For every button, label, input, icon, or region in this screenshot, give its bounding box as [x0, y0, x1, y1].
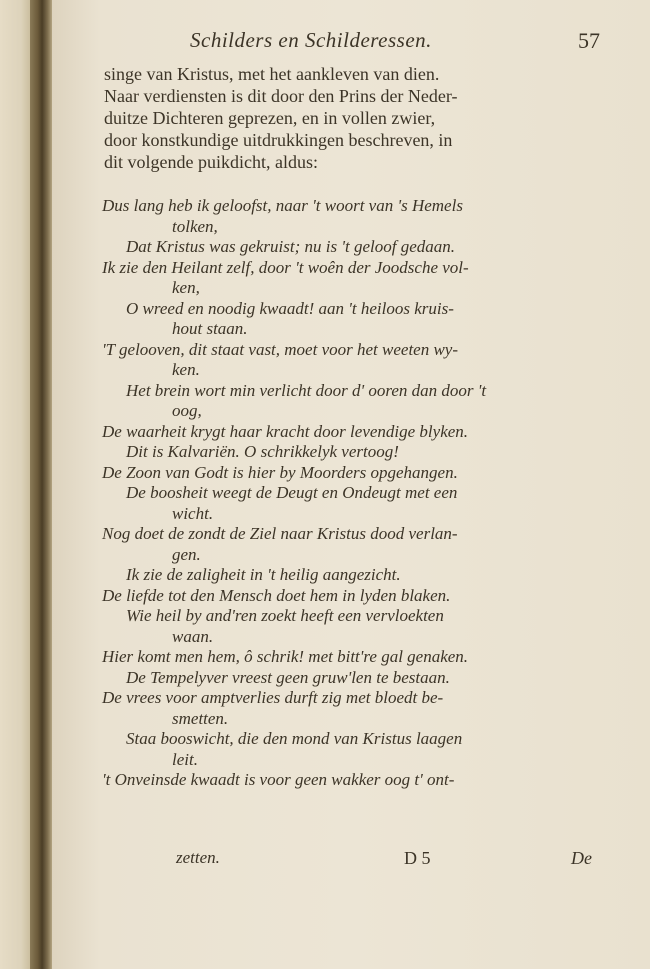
poem-line: Hier komt men hem, ô schrik! met bitt're gal genaken. — [102, 647, 469, 666]
prose-line: door konstkundige uitdrukkingen beschreven, in — [104, 130, 453, 150]
prose-line: singe van Kristus, met het aankleven van dien. — [104, 64, 440, 84]
book-page — [52, 0, 650, 969]
poem-line-continuation: leit. — [172, 749, 198, 769]
poem-line: Staa booswicht, die den mond van Kristus laagen — [126, 729, 463, 748]
poem-line-continuation: waan. — [172, 626, 214, 646]
poem-line-continuation: smetten. — [172, 708, 229, 728]
poem-line: De waarheit krygt haar kracht door levendige blyken. — [102, 421, 469, 441]
poem-line: De Zoon van Godt is hier by Moorders opgehangen. — [102, 462, 458, 482]
poem-line-continuation: zetten. — [176, 848, 220, 867]
prose-line: Naar verdiensten is dit door den Prins der Neder- — [104, 86, 458, 106]
page-header — [190, 28, 600, 58]
catchword: De — [571, 848, 592, 868]
poem-line-continuation: hout staan. — [172, 319, 248, 338]
prose-paragraph — [104, 63, 604, 173]
running-title: Schilders en Schilderessen. — [190, 28, 432, 52]
poem-line: De boosheit weegt de Deugt en Ondeugt met een — [126, 483, 458, 502]
poem-line: O wreed en noodig kwaadt! aan 't heiloos kruis- — [126, 298, 454, 318]
poem-line-continuation: tolken, — [172, 216, 218, 236]
poem-line: Dit is Kalvariën. O schrikkelyk vertoog! — [126, 442, 399, 461]
poem-line-continuation: ken, — [172, 278, 200, 297]
poem-line: Ik zie den Heilant zelf, door 't woên der Joodsche vol- — [102, 257, 469, 277]
poem-line-continuation: oog, — [172, 401, 202, 420]
poem-line: Dat Kristus was gekruist; nu is 't geloof gedaan. — [126, 237, 456, 256]
poem-line: 'T gelooven, dit staat vast, moet voor het weeten wy- — [102, 339, 459, 359]
poem-line: De Tempelyver vreest geen gruw'len te bestaan. — [126, 667, 450, 687]
prose-line: dit volgende puikdicht, aldus: — [104, 152, 318, 172]
poem-line: 't Onveinsde kwaadt is voor geen wakker oog t' ont- — [102, 770, 455, 789]
poem — [102, 196, 602, 791]
poem-line: De liefde tot den Mensch doet hem in lyden blaken. — [102, 585, 451, 605]
page-footer — [104, 848, 604, 872]
facing-page-edge — [0, 0, 30, 969]
poem-line: De vrees voor amptverlies durft zig met bloedt be- — [102, 688, 444, 707]
signature-mark: D 5 — [404, 848, 431, 868]
poem-line: Wie heil by and'ren zoekt heeft een vervloekten — [126, 606, 444, 625]
prose-line: duitze Dichteren geprezen, en in vollen zwier, — [104, 108, 436, 128]
page-number: 57 — [578, 28, 600, 53]
poem-line: Het brein wort min verlicht door d' ooren dan door 't — [126, 380, 487, 400]
poem-line: Nog doet de zondt de Ziel naar Kristus dood verlan- — [102, 524, 458, 543]
poem-line-continuation: ken. — [172, 360, 200, 379]
book-spine — [30, 0, 52, 969]
poem-line: Ik zie de zaligheit in 't heilig aangezicht. — [126, 565, 401, 584]
poem-line-continuation: gen. — [172, 544, 201, 564]
poem-line-continuation: wicht. — [172, 503, 214, 523]
poem-line: Dus lang heb ik geloofst, naar 't woort van 's Hemels — [102, 196, 463, 215]
